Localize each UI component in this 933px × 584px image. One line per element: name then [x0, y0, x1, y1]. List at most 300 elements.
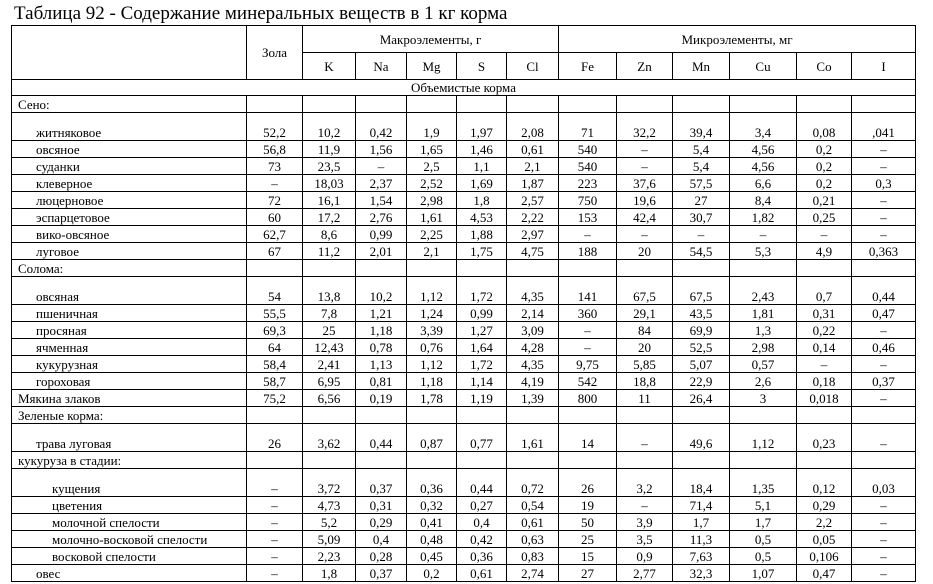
- value-cell: [673, 260, 730, 277]
- value-cell: 5,07: [673, 356, 730, 373]
- value-cell: [407, 260, 457, 277]
- value-cell: –: [247, 531, 303, 548]
- value-cell: 5,3: [730, 243, 797, 260]
- value-cell: 4,73: [303, 497, 356, 514]
- value-cell: 1,7: [730, 514, 797, 531]
- col-header-co: Co: [797, 53, 852, 80]
- value-cell: 0,37: [356, 469, 407, 497]
- value-cell: 18,4: [673, 469, 730, 497]
- table-row: [12, 548, 916, 565]
- table-row: [12, 113, 916, 141]
- value-cell: –: [247, 175, 303, 192]
- value-cell: [617, 260, 673, 277]
- value-cell: [852, 96, 916, 113]
- value-cell: 11,9: [303, 141, 356, 158]
- value-cell: –: [852, 390, 916, 407]
- group-row: [12, 260, 916, 277]
- value-cell: 0,47: [797, 565, 852, 582]
- section-row: [12, 80, 916, 96]
- value-cell: 0,21: [797, 192, 852, 209]
- value-cell: 52,5: [673, 339, 730, 356]
- value-cell: [852, 407, 916, 424]
- value-cell: 800: [559, 390, 617, 407]
- value-cell: 2,23: [303, 548, 356, 565]
- value-cell: 2,52: [407, 175, 457, 192]
- value-cell: 0,03: [852, 469, 916, 497]
- value-cell: [730, 260, 797, 277]
- value-cell: 0,42: [457, 531, 507, 548]
- value-cell: 58,4: [247, 356, 303, 373]
- value-cell: 540: [559, 158, 617, 175]
- value-cell: –: [852, 565, 916, 582]
- feed-name: суданки: [12, 158, 247, 175]
- value-cell: [797, 260, 852, 277]
- value-cell: 1,24: [407, 305, 457, 322]
- value-cell: –: [852, 424, 916, 452]
- value-cell: 0,2: [797, 158, 852, 175]
- feed-name: восковой спелости: [12, 548, 247, 565]
- value-cell: 1,65: [407, 141, 457, 158]
- value-cell: [247, 452, 303, 469]
- value-cell: 20: [617, 243, 673, 260]
- value-cell: 29,1: [617, 305, 673, 322]
- value-cell: –: [617, 497, 673, 514]
- value-cell: 0,44: [852, 277, 916, 305]
- value-cell: 25: [559, 531, 617, 548]
- table-row: [12, 565, 916, 582]
- feed-name: житняковое: [12, 113, 247, 141]
- value-cell: 1,54: [356, 192, 407, 209]
- value-cell: 10,2: [303, 113, 356, 141]
- corner-cell: [12, 26, 247, 80]
- value-cell: 27: [559, 565, 617, 582]
- value-cell: 1,7: [673, 514, 730, 531]
- value-cell: [730, 407, 797, 424]
- value-cell: 0,3: [852, 175, 916, 192]
- value-cell: 1,18: [407, 373, 457, 390]
- value-cell: –: [673, 226, 730, 243]
- value-cell: 2,2: [797, 514, 852, 531]
- feed-name: трава луговая: [12, 424, 247, 452]
- value-cell: 11,3: [673, 531, 730, 548]
- value-cell: 1,13: [356, 356, 407, 373]
- value-cell: 84: [617, 322, 673, 339]
- value-cell: 3,5: [617, 531, 673, 548]
- value-cell: 1,97: [457, 113, 507, 141]
- value-cell: [559, 452, 617, 469]
- feed-name: молочной спелости: [12, 514, 247, 531]
- value-cell: 67,5: [673, 277, 730, 305]
- value-cell: 64: [247, 339, 303, 356]
- value-cell: 1,39: [507, 390, 559, 407]
- group-row: [12, 452, 916, 469]
- value-cell: 0,23: [797, 424, 852, 452]
- group-label: кукуруза в стадии:: [12, 452, 247, 469]
- value-cell: 19,6: [617, 192, 673, 209]
- value-cell: –: [247, 469, 303, 497]
- value-cell: 1,3: [730, 322, 797, 339]
- value-cell: [303, 96, 356, 113]
- value-cell: 71,4: [673, 497, 730, 514]
- value-cell: 0,63: [507, 531, 559, 548]
- group-label: Солома:: [12, 260, 247, 277]
- value-cell: [356, 260, 407, 277]
- value-cell: 0,72: [507, 469, 559, 497]
- value-cell: –: [852, 322, 916, 339]
- value-cell: 0,47: [852, 305, 916, 322]
- value-cell: 3,39: [407, 322, 457, 339]
- table-row: [12, 322, 916, 339]
- value-cell: [303, 260, 356, 277]
- value-cell: 2,6: [730, 373, 797, 390]
- value-cell: 0,018: [797, 390, 852, 407]
- col-header-k: K: [303, 53, 356, 80]
- value-cell: 2,14: [507, 305, 559, 322]
- value-cell: 0,106: [797, 548, 852, 565]
- value-cell: 26: [559, 469, 617, 497]
- value-cell: 6,95: [303, 373, 356, 390]
- value-cell: –: [852, 209, 916, 226]
- value-cell: 37,6: [617, 175, 673, 192]
- value-cell: 0,76: [407, 339, 457, 356]
- feed-name: люцерновое: [12, 192, 247, 209]
- value-cell: –: [797, 356, 852, 373]
- value-cell: 5,85: [617, 356, 673, 373]
- value-cell: [730, 452, 797, 469]
- value-cell: 2,74: [507, 565, 559, 582]
- value-cell: 1,72: [457, 356, 507, 373]
- col-header-s: S: [457, 53, 507, 80]
- group-row: [12, 407, 916, 424]
- value-cell: 1,87: [507, 175, 559, 192]
- value-cell: [247, 260, 303, 277]
- value-cell: 0,5: [730, 548, 797, 565]
- value-cell: –: [617, 424, 673, 452]
- value-cell: 0,7: [797, 277, 852, 305]
- value-cell: 0,14: [797, 339, 852, 356]
- value-cell: 52,2: [247, 113, 303, 141]
- feed-name: овсяное: [12, 141, 247, 158]
- value-cell: [559, 96, 617, 113]
- value-cell: 3,62: [303, 424, 356, 452]
- value-cell: 5,09: [303, 531, 356, 548]
- value-cell: 0,57: [730, 356, 797, 373]
- table-row: [12, 158, 916, 175]
- value-cell: 25: [303, 322, 356, 339]
- value-cell: 1,9: [407, 113, 457, 141]
- value-cell: 1,27: [457, 322, 507, 339]
- value-cell: [356, 96, 407, 113]
- value-cell: 1,82: [730, 209, 797, 226]
- value-cell: [617, 407, 673, 424]
- value-cell: 0,27: [457, 497, 507, 514]
- value-cell: 18,8: [617, 373, 673, 390]
- value-cell: –: [852, 141, 916, 158]
- value-cell: 0,31: [797, 305, 852, 322]
- value-cell: 3: [730, 390, 797, 407]
- value-cell: 1,75: [457, 243, 507, 260]
- value-cell: [617, 452, 673, 469]
- value-cell: –: [852, 531, 916, 548]
- section-bulky-feeds: Объемистые корма: [12, 80, 916, 96]
- value-cell: 13,8: [303, 277, 356, 305]
- value-cell: –: [247, 565, 303, 582]
- value-cell: –: [247, 514, 303, 531]
- value-cell: 2,01: [356, 243, 407, 260]
- value-cell: [507, 452, 559, 469]
- value-cell: 23,5: [303, 158, 356, 175]
- value-cell: [356, 407, 407, 424]
- value-cell: 2,37: [356, 175, 407, 192]
- value-cell: 4,35: [507, 277, 559, 305]
- value-cell: 223: [559, 175, 617, 192]
- value-cell: 1,69: [457, 175, 507, 192]
- table-row: [12, 209, 916, 226]
- value-cell: 0,41: [407, 514, 457, 531]
- table-row: [12, 339, 916, 356]
- value-cell: 0,83: [507, 548, 559, 565]
- feed-name: кущения: [12, 469, 247, 497]
- value-cell: 39,4: [673, 113, 730, 141]
- value-cell: –: [247, 497, 303, 514]
- value-cell: [457, 407, 507, 424]
- value-cell: 188: [559, 243, 617, 260]
- value-cell: 4,19: [507, 373, 559, 390]
- value-cell: 27: [673, 192, 730, 209]
- value-cell: 0,22: [797, 322, 852, 339]
- table-row: [12, 192, 916, 209]
- value-cell: 4,75: [507, 243, 559, 260]
- value-cell: 17,2: [303, 209, 356, 226]
- value-cell: 42,4: [617, 209, 673, 226]
- col-header-mn: Mn: [673, 53, 730, 80]
- value-cell: 1,61: [507, 424, 559, 452]
- value-cell: 19: [559, 497, 617, 514]
- value-cell: 4,56: [730, 141, 797, 158]
- value-cell: 22,9: [673, 373, 730, 390]
- table-row: [12, 356, 916, 373]
- col-header-fe: Fe: [559, 53, 617, 80]
- value-cell: 7,63: [673, 548, 730, 565]
- value-cell: [852, 260, 916, 277]
- value-cell: [457, 452, 507, 469]
- value-cell: 3,2: [617, 469, 673, 497]
- value-cell: 540: [559, 141, 617, 158]
- table-row: [12, 514, 916, 531]
- value-cell: 0,5: [730, 531, 797, 548]
- value-cell: 1,8: [303, 565, 356, 582]
- value-cell: 0,99: [356, 226, 407, 243]
- value-cell: 8,6: [303, 226, 356, 243]
- value-cell: 2,97: [507, 226, 559, 243]
- value-cell: [247, 96, 303, 113]
- value-cell: 1,21: [356, 305, 407, 322]
- value-cell: 55,5: [247, 305, 303, 322]
- value-cell: 0,12: [797, 469, 852, 497]
- group-label: Зеленые корма:: [12, 407, 247, 424]
- value-cell: 0,45: [407, 548, 457, 565]
- value-cell: 12,43: [303, 339, 356, 356]
- feed-name: вико-овсяное: [12, 226, 247, 243]
- feed-name: эспарцетовое: [12, 209, 247, 226]
- value-cell: 62,7: [247, 226, 303, 243]
- value-cell: 0,48: [407, 531, 457, 548]
- value-cell: 3,72: [303, 469, 356, 497]
- value-cell: 11: [617, 390, 673, 407]
- value-cell: [852, 452, 916, 469]
- value-cell: –: [559, 226, 617, 243]
- table-title: Таблица 92 - Содержание минеральных веществ в 1 кг корма: [14, 3, 508, 24]
- value-cell: 1,19: [457, 390, 507, 407]
- value-cell: 0,18: [797, 373, 852, 390]
- value-cell: 5,4: [673, 141, 730, 158]
- value-cell: [457, 260, 507, 277]
- value-cell: 0,36: [457, 548, 507, 565]
- table-row: [12, 497, 916, 514]
- value-cell: ,041: [852, 113, 916, 141]
- table-row: [12, 390, 916, 407]
- value-cell: 0,2: [407, 565, 457, 582]
- value-cell: 16,1: [303, 192, 356, 209]
- value-cell: 26: [247, 424, 303, 452]
- value-cell: 9,75: [559, 356, 617, 373]
- value-cell: 75,2: [247, 390, 303, 407]
- value-cell: 2,08: [507, 113, 559, 141]
- feed-name: кукурузная: [12, 356, 247, 373]
- col-header-zn: Zn: [617, 53, 673, 80]
- value-cell: 0,61: [507, 141, 559, 158]
- value-cell: –: [797, 226, 852, 243]
- value-cell: 2,76: [356, 209, 407, 226]
- value-cell: 67: [247, 243, 303, 260]
- group-label: Сено:: [12, 96, 247, 113]
- value-cell: –: [356, 158, 407, 175]
- value-cell: 0,54: [507, 497, 559, 514]
- value-cell: 0,25: [797, 209, 852, 226]
- value-cell: 69,3: [247, 322, 303, 339]
- value-cell: –: [730, 226, 797, 243]
- value-cell: [507, 260, 559, 277]
- value-cell: 7,8: [303, 305, 356, 322]
- value-cell: 69,9: [673, 322, 730, 339]
- value-cell: 0,4: [457, 514, 507, 531]
- feed-name: просяная: [12, 322, 247, 339]
- value-cell: 2,98: [730, 339, 797, 356]
- value-cell: 141: [559, 277, 617, 305]
- header-row-groups: [12, 26, 916, 53]
- value-cell: –: [617, 141, 673, 158]
- value-cell: 1,72: [457, 277, 507, 305]
- value-cell: 1,18: [356, 322, 407, 339]
- value-cell: –: [852, 158, 916, 175]
- table-row: [12, 469, 916, 497]
- feed-name: молочно-восковой спелости: [12, 531, 247, 548]
- value-cell: 0,29: [356, 514, 407, 531]
- value-cell: 1,78: [407, 390, 457, 407]
- value-cell: 1,88: [457, 226, 507, 243]
- value-cell: 1,12: [730, 424, 797, 452]
- value-cell: [559, 407, 617, 424]
- value-cell: 57,5: [673, 175, 730, 192]
- value-cell: –: [559, 322, 617, 339]
- value-cell: 1,12: [407, 356, 457, 373]
- feed-name: луговое: [12, 243, 247, 260]
- value-cell: 3,09: [507, 322, 559, 339]
- value-cell: [507, 96, 559, 113]
- value-cell: 2,5: [407, 158, 457, 175]
- value-cell: 5,1: [730, 497, 797, 514]
- value-cell: 0,77: [457, 424, 507, 452]
- col-header-i: I: [852, 53, 916, 80]
- value-cell: 1,07: [730, 565, 797, 582]
- value-cell: –: [852, 548, 916, 565]
- value-cell: [457, 96, 507, 113]
- value-cell: 5,2: [303, 514, 356, 531]
- value-cell: 542: [559, 373, 617, 390]
- value-cell: [407, 407, 457, 424]
- value-cell: 4,56: [730, 158, 797, 175]
- value-cell: 0,31: [356, 497, 407, 514]
- table-row: [12, 141, 916, 158]
- value-cell: 72: [247, 192, 303, 209]
- macro-header: Макроэлементы, г: [303, 26, 559, 53]
- table-row: [12, 243, 916, 260]
- value-cell: 11,2: [303, 243, 356, 260]
- value-cell: 2,25: [407, 226, 457, 243]
- value-cell: 0,08: [797, 113, 852, 141]
- value-cell: 2,1: [507, 158, 559, 175]
- value-cell: [407, 96, 457, 113]
- feed-name: овес: [12, 565, 247, 582]
- value-cell: [797, 452, 852, 469]
- value-cell: [617, 96, 673, 113]
- value-cell: 73: [247, 158, 303, 175]
- value-cell: 1,81: [730, 305, 797, 322]
- table-row: [12, 175, 916, 192]
- value-cell: –: [247, 548, 303, 565]
- value-cell: 0,61: [457, 565, 507, 582]
- value-cell: [673, 96, 730, 113]
- value-cell: 26,4: [673, 390, 730, 407]
- value-cell: 2,98: [407, 192, 457, 209]
- value-cell: 0,19: [356, 390, 407, 407]
- feed-name: клеверное: [12, 175, 247, 192]
- value-cell: 4,28: [507, 339, 559, 356]
- value-cell: –: [852, 356, 916, 373]
- micro-header: Микроэлементы, мг: [559, 26, 916, 53]
- value-cell: 0,9: [617, 548, 673, 565]
- value-cell: 20: [617, 339, 673, 356]
- value-cell: 1,35: [730, 469, 797, 497]
- value-cell: 14: [559, 424, 617, 452]
- value-cell: 1,14: [457, 373, 507, 390]
- value-cell: 43,5: [673, 305, 730, 322]
- value-cell: 30,7: [673, 209, 730, 226]
- value-cell: 360: [559, 305, 617, 322]
- value-cell: 54: [247, 277, 303, 305]
- col-header-na: Na: [356, 53, 407, 80]
- col-header-cl: Cl: [507, 53, 559, 80]
- value-cell: –: [852, 497, 916, 514]
- value-cell: 0,42: [356, 113, 407, 141]
- value-cell: 0,87: [407, 424, 457, 452]
- value-cell: [797, 407, 852, 424]
- value-cell: [797, 96, 852, 113]
- value-cell: 3,4: [730, 113, 797, 141]
- value-cell: 0,28: [356, 548, 407, 565]
- value-cell: [673, 452, 730, 469]
- table-row: [12, 531, 916, 548]
